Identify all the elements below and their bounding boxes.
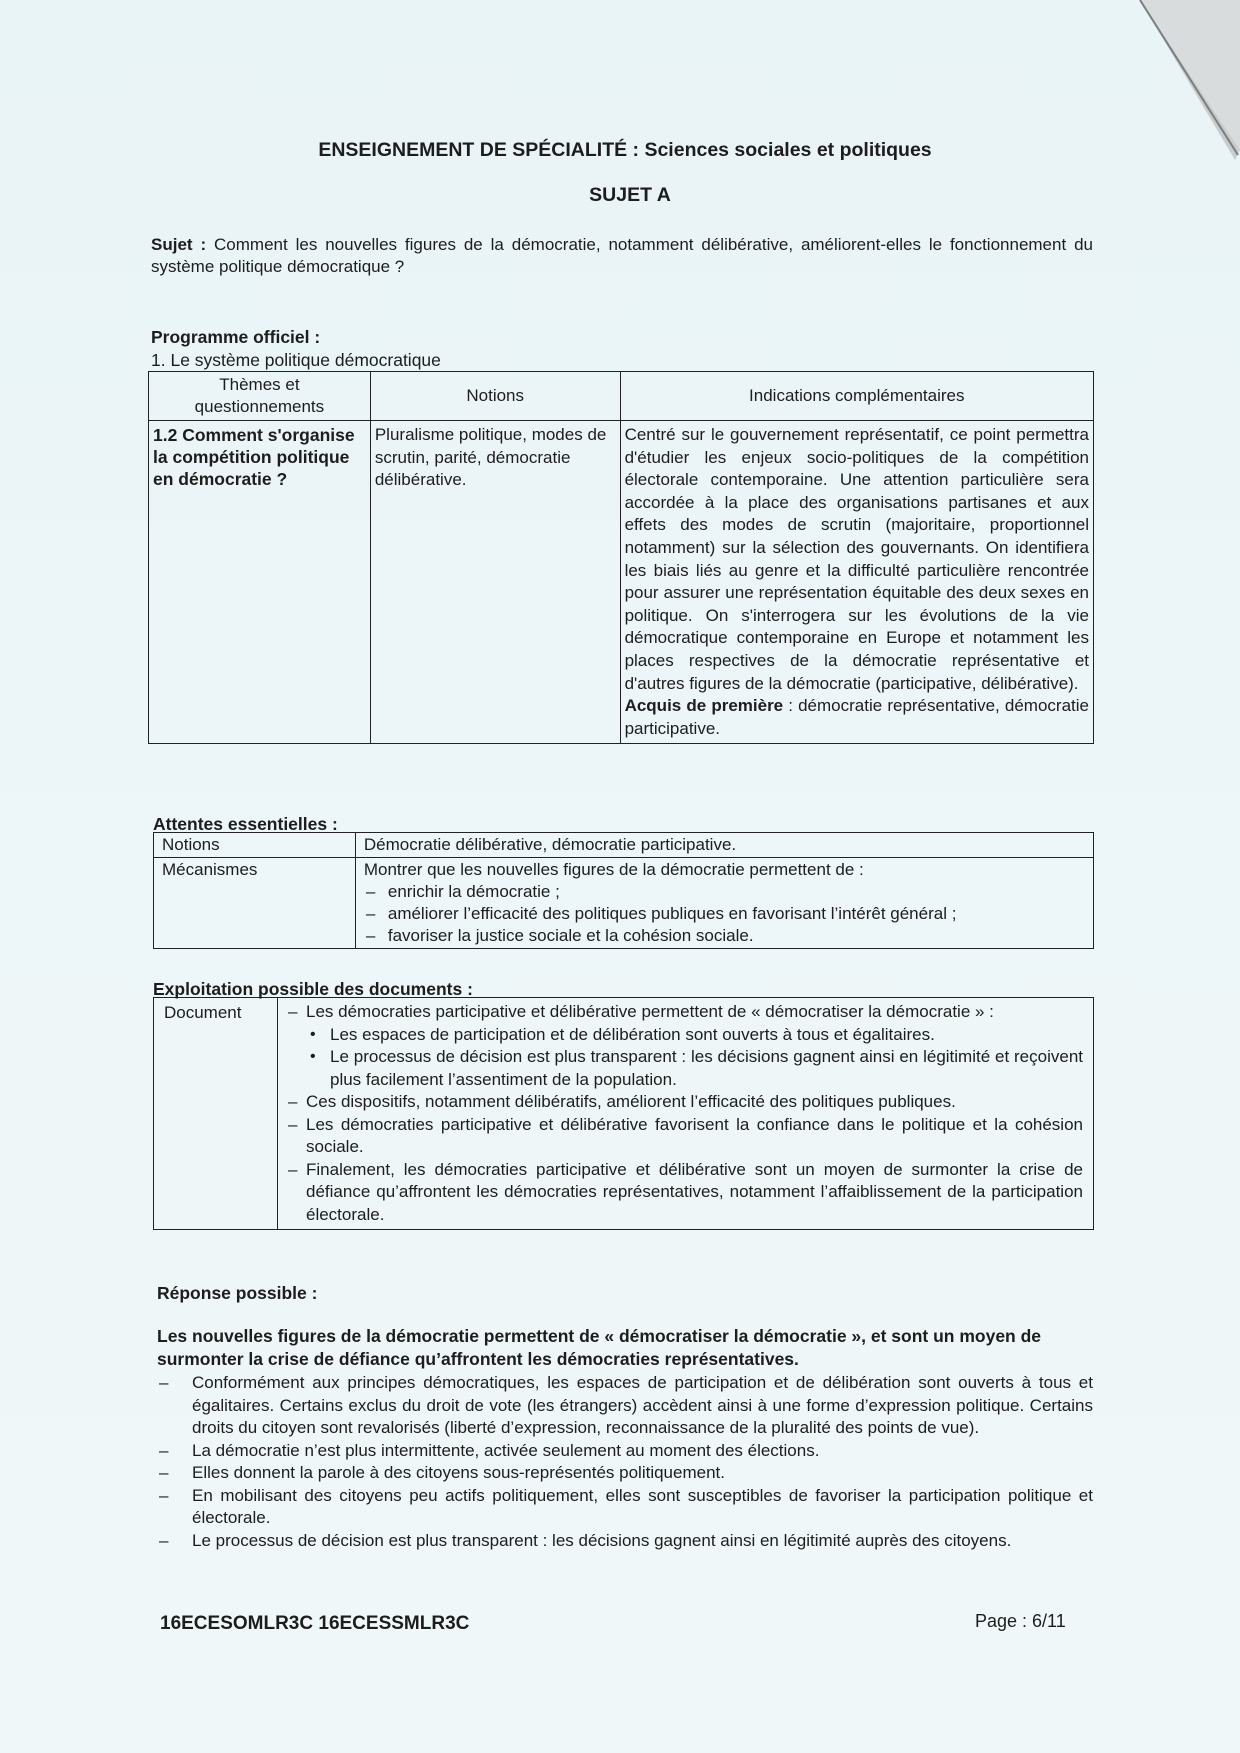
list-item: • Les espaces de participation et de délibération sont ouverts à tous et égalitaires. (286, 1024, 1083, 1047)
sujet-paragraph (151, 234, 1093, 278)
acquis-label: Acquis de première (624, 696, 784, 716)
header-notions: Notions (370, 372, 620, 421)
programme-section: 1. Le système politique démocratique (151, 350, 441, 370)
document-subtitle: SUJET A (589, 184, 671, 206)
mecanismes-intro: Montrer que les nouvelles figures de la démocratie permettent de : (363, 860, 864, 879)
mecanismes-list (364, 881, 1085, 947)
list-item: – En mobilisant des citoyens peu actifs politiquement, elles sont susceptibles de favoriser la participation politique et électorale. (157, 1485, 1093, 1530)
notions-value-cell: Démocratie délibérative, démocratie participative. (355, 833, 1093, 858)
reponse-label: Réponse possible : (157, 1283, 318, 1303)
footer-code: 16ECESOMLR3C 16ECESSMLR3C (160, 1613, 470, 1634)
list-item: – améliorer l’efficacité des politiques publiques en favorisant l’intérêt général ; (364, 903, 1085, 925)
list-item: – Ces dispositifs, notamment délibératifs, améliorent l’efficacité des politiques publiques. (286, 1091, 1083, 1114)
list-item: – favoriser la justice sociale et la cohésion sociale. (364, 925, 1085, 947)
table-row (154, 858, 1094, 949)
exploitation-table (153, 997, 1094, 1230)
list-item: – La démocratie n’est plus intermittente, activée seulement au moment des élections. (157, 1440, 1093, 1463)
list-item: – Les démocraties participative et délibérative favorisent la confiance dans le politique et la cohésion sociale. (286, 1114, 1083, 1159)
indications-cell (620, 421, 1093, 744)
list-item: • Le processus de décision est plus transparent : les décisions gagnent ainsi en légitimité et reçoivent plus facilement l’assentiment de la population. (286, 1046, 1083, 1091)
attentes-label: Attentes essentielles : (153, 814, 338, 834)
sujet-label: Sujet : (151, 235, 207, 254)
document-label-cell: Document (154, 998, 278, 1230)
acquis-text: : démocratie représentative, démocratie participative. (624, 696, 1089, 738)
table-row (154, 833, 1094, 858)
programme-label: Programme officiel : (151, 327, 321, 347)
page-number: Page : 6/11 (975, 1611, 1066, 1631)
attentes-table (153, 832, 1094, 949)
mecanismes-value-cell (355, 858, 1093, 949)
header-themes: Thèmes et questionnements (149, 372, 371, 421)
list-item: – Conformément aux principes démocratiques, les espaces de participation et de délibération sont ouverts à tous et égalitaires. Certains exclus du droit de vote (les étrangers) accèdent ainsi à une forme d’expression politique. Certains droits du citoyen sont revalorisés (liberté d’expression, reconnaissance de la pluralité des points de vue). (157, 1372, 1093, 1440)
table-row (154, 998, 1094, 1230)
list-item: – enrichir la démocratie ; (364, 881, 1085, 903)
document-content-cell (278, 998, 1094, 1230)
table-header-row (149, 372, 1094, 421)
list-item: – Finalement, les démocraties participative et délibérative sont un moyen de surmonter la crise de défiance qu’affrontent les démocraties représentatives, notamment l’affaiblissement de la participation électorale. (286, 1159, 1083, 1227)
exploitation-label: Exploitation possible des documents : (153, 979, 473, 999)
list-item: – Elles donnent la parole à des citoyens sous-représentés politiquement. (157, 1462, 1093, 1485)
document-title: ENSEIGNEMENT DE SPÉCIALITÉ : Sciences sociales et politiques (318, 139, 932, 161)
list-item: – Les démocraties participative et délibérative permettent de « démocratiser la démocratie » : (286, 1001, 1083, 1024)
header-indications: Indications complémentaires (620, 372, 1093, 421)
reponse-list (157, 1372, 1093, 1552)
reponse-heading: Les nouvelles figures de la démocratie permettent de « démocratiser la démocratie », et sont un moyen de surmonter la crise de défiance qu’affrontent les démocraties représentatives. (157, 1326, 1042, 1369)
table-row (149, 421, 1094, 744)
list-item: – Le processus de décision est plus transparent : les décisions gagnent ainsi en légitimité auprès des citoyens. (157, 1530, 1093, 1553)
sujet-text: Comment les nouvelles figures de la démocratie, notamment délibérative, améliorent-elles le fonctionnement du système politique démocratique ? (151, 235, 1093, 276)
indications-text: Centré sur le gouvernement représentatif, ce point permettra d'étudier les enjeux socio-politiques de la compétition électorale contemporaine. Une attention particulière sera accordée à la place des organisations partisanes et aux effets des modes de scrutin (majoritaire, proportionnel notamment) sur la sélection des gouvernants. On identifiera les biais liés au genre et la difficulté particulière rencontrée pour assurer une représentation équitable des deux sexes en politique. On s'interrogera sur les évolutions de la vie démocratique contemporaine en Europe et notamment les places respectives de la démocratie représentative et d'autres figures de la démocratie (participative, délibérative). (624, 425, 1089, 693)
notions-cell: Pluralisme politique, modes de scrutin, parité, démocratie délibérative. (370, 421, 620, 744)
mecanismes-label-cell: Mécanismes (154, 858, 356, 949)
theme-cell: 1.2 Comment s'organise la compétition politique en démocratie ? (149, 421, 371, 744)
programme-table (148, 371, 1094, 744)
notions-label-cell: Notions (154, 833, 356, 858)
